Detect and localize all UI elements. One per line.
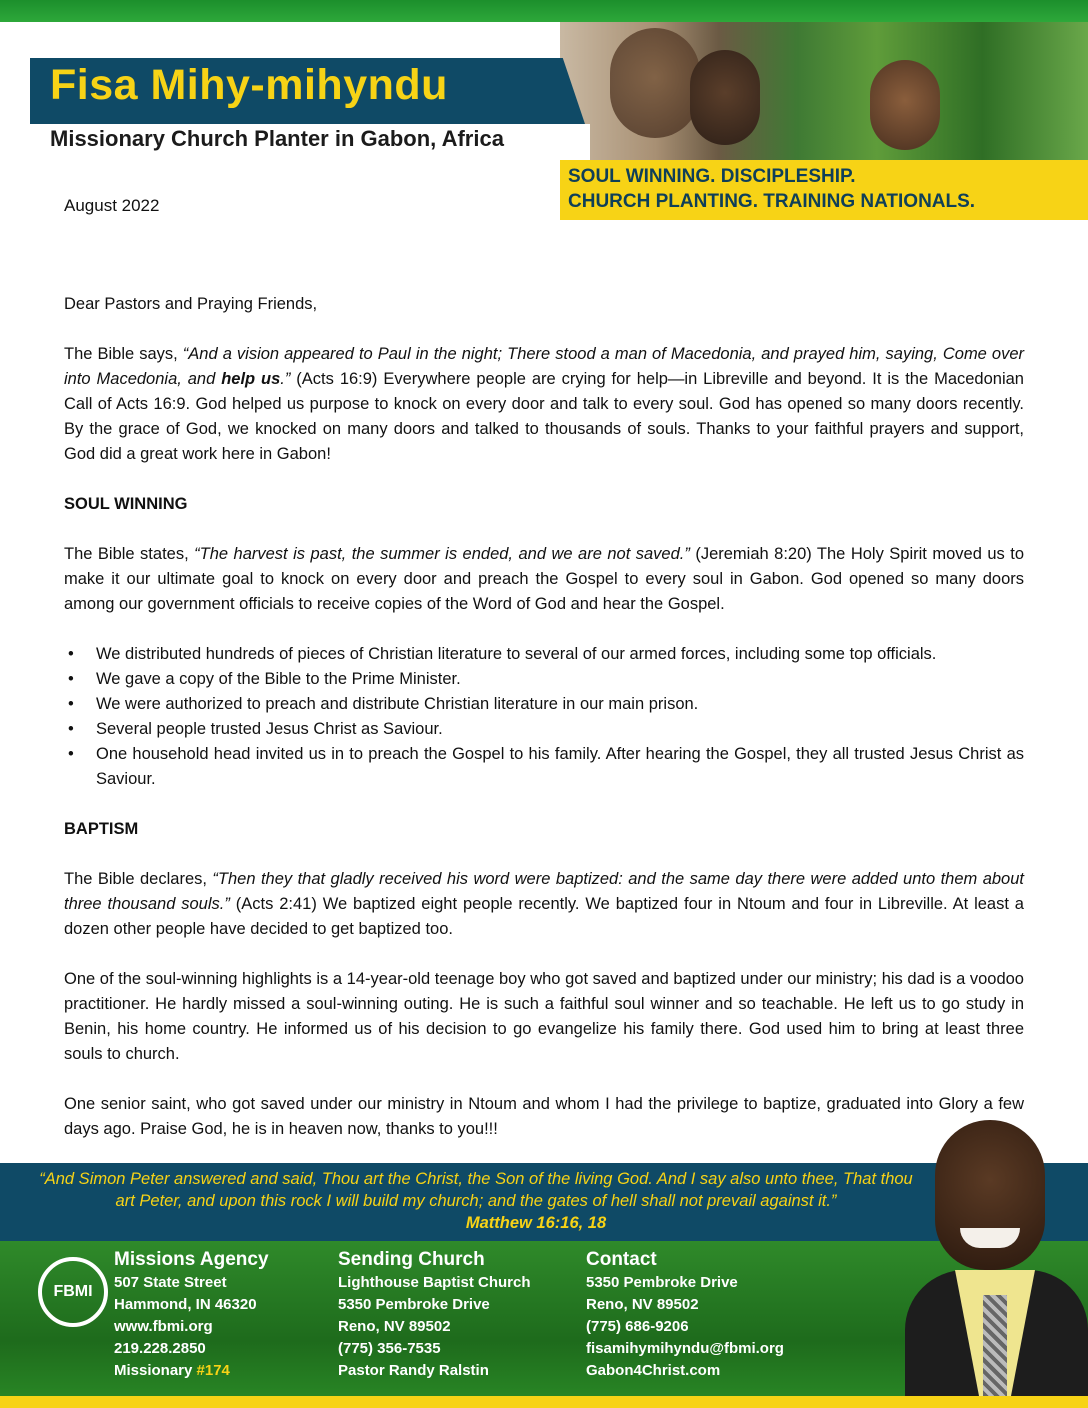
list-item-text: We gave a copy of the Bible to the Prime Minister. [96,670,461,688]
section-heading-soul-winning: SOUL WINNING [64,495,188,513]
emphasis-text: help us [221,370,281,388]
missions-agency-block [114,1248,269,1382]
footer-heading: Sending Church [338,1249,485,1270]
phone-number: (775) 356-7535 [338,1340,441,1357]
address-line: 507 State Street [114,1274,227,1291]
motto-line: CHURCH PLANTING. TRAINING NATIONALS. [568,191,976,212]
list-item [64,742,1024,792]
section-heading-baptism: BAPTISM [64,820,139,838]
address-line: 5350 Pembroke Drive [586,1274,738,1291]
text-run: (Acts 16:9) Everywhere people are crying for help—in Libreville and beyond. It is the Macedonian Call of Acts 16:9. God helped us purpose to knock on every door and talk to every soul. God has opened so many doors recently. By the grace of God, we knocked on many doors and talked to thousands of souls. Thanks to your faithful prayers and support, God did a great work here in Gabon! [64,370,1024,463]
phone-number: (775) 686-9206 [586,1318,689,1335]
list-item-text: Several people trusted Jesus Christ as Saviour. [96,720,443,738]
missionary-name: Fisa Mihy-mihyndu [50,61,448,109]
website-link[interactable]: Gabon4Christ.com [586,1362,721,1379]
intro-paragraph [64,342,1024,467]
missionary-id: #174 [196,1362,230,1379]
address-line: Hammond, IN 46320 [114,1296,257,1313]
scripture-quote: “And a vision appeared to Paul in the night; There stood a man of Macedonia, and prayed him, saying, Come over into Macedonia, and [64,345,1025,388]
list-item-text: We were authorized to preach and distribute Christian literature in our main prison. [96,695,699,713]
child-photo [610,28,700,138]
bullet-icon: • [68,720,74,738]
list-item [64,717,1024,742]
address-line: 5350 Pembroke Drive [338,1296,490,1313]
footer-heading: Contact [586,1249,657,1270]
pastor-name: Pastor Randy Ralstin [338,1362,489,1379]
greeting: Dear Pastors and Praying Friends, [64,295,318,313]
missionary-subtitle: Missionary Church Planter in Gabon, Africa [50,126,504,151]
child-photo [870,60,940,150]
text-run: The Bible declares, [64,870,213,888]
missionary-number [114,1360,269,1382]
list-item [64,667,1024,692]
quote-text: “And Simon Peter answered and said, Thou art the Christ, the Son of the living God. And I say also unto thee, That thou art Peter, and upon this rock I will build my church; and the gates of hell shall not prevail against it.” [39,1170,913,1210]
missionary-label: Missionary [114,1362,197,1379]
motto-line: SOUL WINNING. DISCIPLESHIP. [568,166,856,187]
bullet-icon: • [68,695,74,713]
phone-number: 219.228.2850 [114,1340,206,1357]
letter-date: August 2022 [64,196,160,215]
soul-winning-paragraph [64,542,1024,617]
text-run: (Jeremiah 8:20) The Holy Spirit moved us to make it our ultimate goal to knock on every door and preach the Gospel to every soul in Gabon. God opened so many doors among our government officials to receive copies of the Word of God and hear the Gospel. [64,545,1024,613]
testimony-paragraph: One of the soul-winning highlights is a 14-year-old teenage boy who got saved and baptized under our ministry; his dad is a voodoo practitioner. He hardly missed a soul-winning outing. He is such a faithful soul winner and so teachable. He left us to go study in Benin, his home country. He informed us of his decision to go evangelize his family there. God used him to bring at least three souls to church. [64,970,1024,1063]
soul-winning-list [64,642,1024,792]
scripture-quote: “Then they that gladly received his word were baptized: and the same day there were added unto them about three thousand souls.” [64,870,1024,913]
scripture-quote: “The harvest is past, the summer is ended, and we are not saved.” [194,545,690,563]
ministry-motto [568,164,975,214]
footer-scripture-quote [36,1168,916,1234]
website-link[interactable]: www.fbmi.org [114,1318,213,1335]
footer-yellow-strip [0,1396,1088,1408]
top-green-bar [0,0,1088,22]
address-line: Reno, NV 89502 [338,1318,451,1335]
fbmi-logo: FBMI [38,1257,108,1327]
church-name: Lighthouse Baptist Church [338,1274,531,1291]
footer-heading: Missions Agency [114,1249,269,1270]
portrait-tie [983,1295,1007,1396]
sending-church-block [338,1248,531,1382]
scripture-quote-end: .” [280,370,291,388]
list-item [64,692,1024,717]
bullet-icon: • [68,645,74,663]
quote-reference: Matthew 16:16, 18 [465,1214,607,1232]
email-link[interactable]: fisamihymihyndu@fbmi.org [586,1340,784,1357]
list-item-text: One household head invited us in to preach the Gospel to his family. After hearing the Gospel, they all trusted Jesus Christ as Saviour. [96,745,1024,788]
missionary-portrait [895,1120,1088,1396]
closing-paragraph: One senior saint, who got saved under our ministry in Ntoum and whom I had the privilege to baptize, graduated into Glory a few days ago. Praise God, he is in heaven now, thanks to you!!! [64,1095,1024,1138]
letter-body [64,292,1024,1142]
list-item-text: We distributed hundreds of pieces of Christian literature to several of our armed forces, including some top officials. [96,645,937,663]
baptism-paragraph [64,867,1024,942]
contact-block [586,1248,784,1382]
text-run: (Acts 2:41) We baptized eight people recently. We baptized four in Ntoum and four in Libreville. At least a dozen other people have decided to get baptized too. [64,895,1024,938]
child-photo [690,50,760,145]
bullet-icon: • [68,670,74,688]
address-line: Reno, NV 89502 [586,1296,699,1313]
text-run: The Bible says, [64,345,183,363]
list-item [64,642,1024,667]
text-run: The Bible states, [64,545,195,563]
bullet-icon: • [68,745,74,763]
